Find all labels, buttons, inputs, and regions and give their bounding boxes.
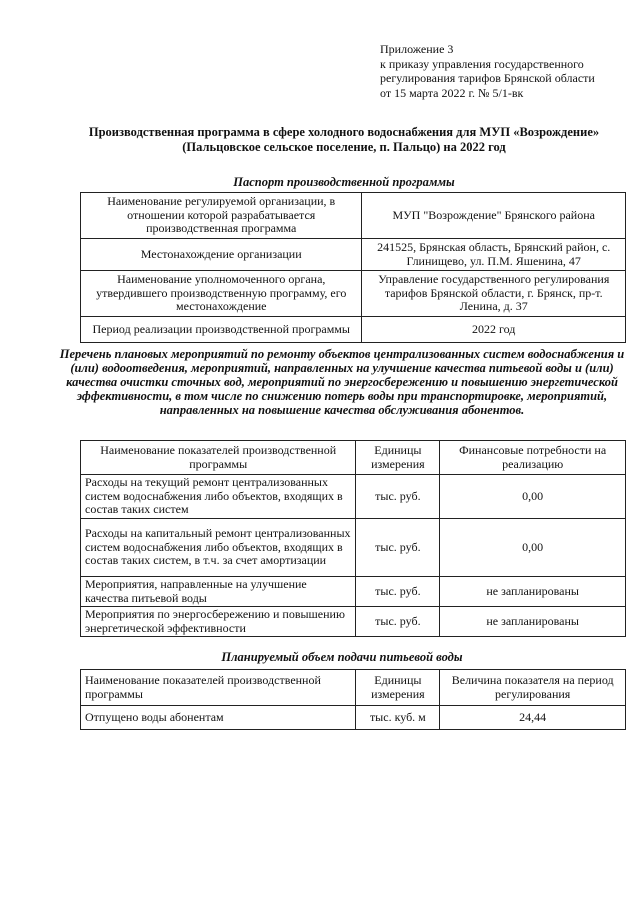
supply-value: 24,44: [440, 706, 626, 730]
measure-name: Мероприятия, направленные на улучшение качества питьевой воды: [81, 577, 356, 607]
measure-value: 0,00: [440, 519, 626, 577]
measures-table: [80, 440, 626, 637]
supply-name: Отпущено воды абонентам: [81, 706, 356, 730]
passport-label: Наименование регулируемой организации, в отношении которой разрабатывается производственная программа: [81, 193, 362, 239]
title-line: Производственная программа в сфере холодного водоснабжения для МУП «Возрождение»: [88, 125, 600, 139]
column-header: Единицы измерения: [356, 441, 440, 475]
table-row: [81, 475, 626, 519]
passport-table: [80, 192, 626, 343]
supply-table: [80, 669, 626, 730]
table-row: [81, 519, 626, 577]
passport-heading: Паспорт производственной программы: [233, 175, 455, 189]
table-row: [81, 577, 626, 607]
appendix-line: регулирования тарифов Брянской области: [380, 71, 595, 85]
passport-value: 241525, Брянская область, Брянский район, с. Глинищево, ул. П.М. Яшенина, 47: [362, 239, 626, 271]
passport-label: Период реализации производственной программы: [81, 317, 362, 343]
passport-value: Управление государственного регулирования тарифов Брянской области, г. Брянск, пр-т. Ленина, д. 37: [362, 271, 626, 317]
table-row: [81, 317, 626, 343]
passport-label: Наименование уполномоченного органа, утвердившего производственную программу, его местонахождение: [81, 271, 362, 317]
measure-name: Мероприятия по энергосбережению и повышению энергетической эффективности: [81, 607, 356, 637]
column-header: Наименование показателей производственной программы: [81, 670, 356, 706]
appendix-line: к приказу управления государственного: [380, 56, 584, 71]
appendix-header: [380, 42, 595, 100]
appendix-line: от 15 марта 2022 г. № 5/1-вк: [380, 85, 524, 100]
measure-value: 0,00: [440, 475, 626, 519]
supply-unit: тыс. куб. м: [356, 706, 440, 730]
passport-label: Местонахождение организации: [81, 239, 362, 271]
measure-unit: тыс. руб.: [356, 519, 440, 577]
measure-name: Расходы на текущий ремонт централизованных систем водоснабжения либо объектов, входящих в состав таких систем: [81, 475, 356, 519]
measure-name: Расходы на капитальный ремонт централизованных систем водоснабжения либо объектов, входящих в состав таких систем, в т.ч. за счет амортизации: [81, 519, 356, 577]
column-header: Наименование показателей производственной программы: [81, 441, 356, 475]
measure-unit: тыс. руб.: [356, 475, 440, 519]
supply-heading: Планируемый объем подачи питьевой воды: [221, 650, 463, 664]
passport-value: МУП "Возрождение" Брянского района: [362, 193, 626, 239]
document-title: [60, 125, 628, 155]
appendix-line: Приложение 3: [380, 42, 454, 56]
measure-value: не запланированы: [440, 577, 626, 607]
table-row: [81, 239, 626, 271]
passport-value: 2022 год: [362, 317, 626, 343]
column-header: Величина показателя на период регулирования: [440, 670, 626, 706]
measure-value: не запланированы: [440, 607, 626, 637]
measures-heading: Перечень плановых мероприятий по ремонту объектов централизованных систем водоснабжения и (или) водоотведения, мероприятий, направленных на улучшение качества питьевой воды и (или) качества очистки сточных вод, мероприятий по энергосбережению и повышению энергетической эффективности, в том числе по снижению потерь воды при транспортировке, мероприятий, направленных на повышение качества обслуживания абонентов.: [59, 347, 625, 417]
table-row: [81, 193, 626, 239]
table-row: [81, 271, 626, 317]
table-header-row: [81, 441, 626, 475]
column-header: Финансовые потребности на реализацию: [440, 441, 626, 475]
table-row: [81, 706, 626, 730]
table-header-row: [81, 670, 626, 706]
measure-unit: тыс. руб.: [356, 607, 440, 637]
title-line: (Пальцовское сельское поселение, п. Пальцо) на 2022 год: [182, 140, 506, 154]
column-header: Единицы измерения: [356, 670, 440, 706]
table-row: [81, 607, 626, 637]
measure-unit: тыс. руб.: [356, 577, 440, 607]
